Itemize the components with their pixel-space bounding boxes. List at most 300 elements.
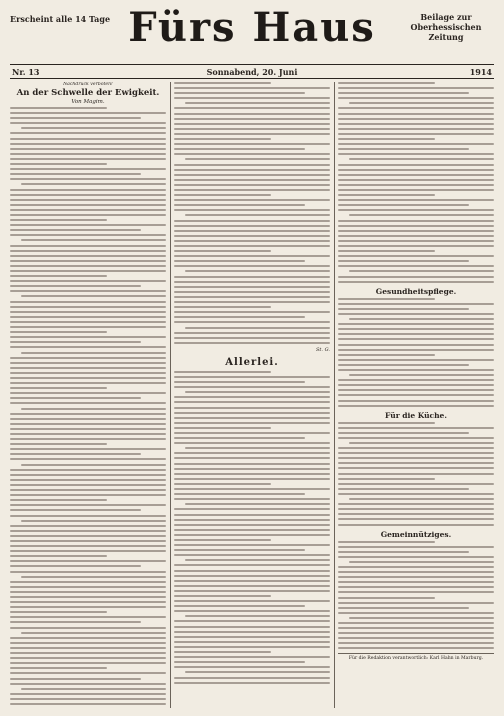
- text-line: [185, 102, 330, 104]
- text-line: [338, 87, 494, 89]
- text-line: [338, 586, 494, 588]
- text-line: [338, 169, 494, 171]
- text-line: [338, 359, 494, 361]
- text-line: [10, 326, 166, 328]
- text-line: [174, 153, 330, 155]
- text-line: [21, 239, 166, 241]
- text-line: [174, 371, 271, 373]
- text-line: [338, 607, 469, 609]
- text-line: [185, 327, 330, 329]
- text-line: [10, 515, 166, 517]
- text-line: [10, 265, 166, 267]
- text-line: [174, 595, 271, 597]
- text-line: [174, 174, 330, 176]
- text-line: [10, 611, 107, 613]
- text-line: [174, 255, 330, 257]
- text-line: [174, 605, 305, 607]
- text-line: [174, 169, 330, 171]
- text-line: [10, 469, 166, 471]
- text-line: [10, 652, 166, 654]
- text-line: [338, 591, 494, 593]
- text-line: [338, 298, 435, 300]
- text-line: [10, 621, 141, 623]
- text-line: [338, 199, 494, 201]
- text-line: [10, 499, 107, 501]
- text-line: [338, 462, 494, 464]
- text-line: [10, 245, 166, 247]
- text-line: [10, 387, 107, 389]
- text-line: [10, 331, 107, 333]
- text-line: [10, 698, 166, 700]
- text-line: [10, 662, 166, 664]
- text-line: [174, 646, 330, 648]
- text-line: [338, 551, 469, 553]
- text-line: [338, 328, 494, 330]
- text-line: [10, 219, 107, 221]
- text-line: [174, 281, 330, 283]
- supplement-line-1: Beilage zur: [420, 12, 472, 22]
- text-line: [10, 163, 107, 165]
- text-line: [10, 657, 166, 659]
- text-line: [174, 82, 271, 84]
- text-line: [10, 280, 166, 282]
- text-line: [338, 508, 494, 510]
- section-heading-health: Gesundheitspflege.: [375, 286, 457, 296]
- text-line: [174, 437, 305, 439]
- text-line: [338, 405, 494, 407]
- text-line: [174, 118, 330, 120]
- text-line: [174, 529, 330, 531]
- text-line: [338, 541, 435, 543]
- text-line: [10, 672, 166, 674]
- story-continuation: [174, 82, 330, 344]
- text-line: [185, 671, 330, 673]
- text-line: [21, 127, 166, 129]
- text-line: [174, 519, 330, 521]
- text-line: [174, 498, 330, 500]
- text-line: [10, 596, 166, 598]
- text-line: [10, 489, 166, 491]
- column-divider: [170, 82, 171, 708]
- text-line: [10, 433, 166, 435]
- text-line: [185, 391, 330, 393]
- text-line: [338, 513, 494, 515]
- text-line: [10, 117, 141, 119]
- text-line: [338, 612, 494, 614]
- text-line: [10, 647, 166, 649]
- text-line: [338, 97, 494, 99]
- text-line: [174, 209, 330, 211]
- text-line: [338, 364, 469, 366]
- text-line: [338, 164, 494, 166]
- text-line: [174, 301, 330, 303]
- text-line: [338, 467, 494, 469]
- text-line: [174, 381, 305, 383]
- text-line: [10, 377, 166, 379]
- text-line: [10, 453, 141, 455]
- text-line: [174, 276, 330, 278]
- text-line: [174, 452, 330, 454]
- text-line: [174, 220, 330, 222]
- text-line: [174, 442, 330, 444]
- text-line: [174, 143, 330, 145]
- text-line: [174, 570, 330, 572]
- text-line: [10, 571, 166, 573]
- text-line: [10, 550, 166, 552]
- text-line: [338, 524, 494, 526]
- text-line: [174, 524, 330, 526]
- text-line: [174, 311, 330, 313]
- text-line: [10, 438, 166, 440]
- text-line: [174, 590, 330, 592]
- text-line: [174, 508, 330, 510]
- text-line: [10, 555, 107, 557]
- column-1: [10, 82, 166, 708]
- text-line: [10, 321, 166, 323]
- text-line: [338, 518, 494, 520]
- text-line: [338, 354, 435, 356]
- text-line: [10, 224, 166, 226]
- editor-footer: Für die Redaktion verantwortlich: Karl Hahn in Marburg.: [338, 653, 494, 661]
- text-line: [174, 291, 330, 293]
- text-line: [10, 204, 166, 206]
- text-line: [338, 179, 494, 181]
- text-line: [10, 479, 166, 481]
- text-line: [338, 82, 435, 84]
- text-line: [349, 561, 494, 563]
- text-line: [338, 245, 494, 247]
- text-line: [338, 437, 494, 439]
- text-line: [10, 693, 166, 695]
- text-line: [174, 457, 330, 459]
- text-line: [338, 483, 494, 485]
- text-line: [338, 394, 494, 396]
- text-line: [174, 478, 330, 480]
- text-line: [349, 498, 494, 500]
- text-line: [10, 565, 141, 567]
- text-line: [10, 392, 166, 394]
- text-line: [174, 432, 330, 434]
- text-line: [10, 402, 166, 404]
- text-line: [349, 158, 494, 160]
- text-line: [338, 488, 469, 490]
- text-line: [10, 178, 166, 180]
- text-line: [10, 290, 166, 292]
- text-line: [174, 107, 330, 109]
- text-line: [338, 473, 494, 475]
- text-line: [10, 158, 166, 160]
- text-line: [10, 560, 166, 562]
- text-line: [338, 602, 494, 604]
- text-line: [174, 620, 330, 622]
- text-line: [10, 214, 166, 216]
- text-line: [338, 230, 494, 232]
- text-line: [338, 338, 494, 340]
- text-line: [10, 616, 166, 618]
- text-line: [10, 301, 166, 303]
- text-line: [10, 397, 141, 399]
- publication-frequency: Erscheint alle 14 Tage: [10, 14, 111, 24]
- text-line: [174, 666, 330, 668]
- text-line: [174, 514, 330, 516]
- text-line: [174, 240, 330, 242]
- text-line: [174, 386, 330, 388]
- text-line: [10, 107, 107, 109]
- text-line: [10, 586, 166, 588]
- text-line: [174, 580, 330, 582]
- text-line: [174, 316, 305, 318]
- text-line: [10, 209, 166, 211]
- health-section-body: [338, 298, 494, 407]
- text-line: [174, 407, 330, 409]
- text-line: [174, 123, 330, 125]
- text-line: [174, 631, 330, 633]
- text-line: [10, 525, 166, 527]
- text-line: [338, 642, 494, 644]
- text-line: [338, 478, 435, 480]
- text-line: [338, 174, 494, 176]
- text-line: [174, 87, 330, 89]
- kitchen-section-body: [338, 422, 494, 526]
- text-line: [174, 250, 271, 252]
- text-line: [174, 245, 330, 247]
- text-line: [10, 260, 166, 262]
- text-line: [338, 400, 494, 402]
- text-line: [174, 534, 330, 536]
- text-line: [338, 107, 494, 109]
- text-line: [338, 369, 494, 371]
- text-line: [10, 357, 166, 359]
- publication-title: Fürs Haus: [128, 4, 376, 51]
- text-line: [174, 286, 330, 288]
- text-line: [174, 401, 330, 403]
- text-line: [10, 122, 166, 124]
- text-line: [338, 323, 494, 325]
- text-line: [10, 504, 166, 506]
- text-line: [174, 204, 305, 206]
- text-line: [338, 92, 469, 94]
- text-line: [174, 199, 330, 201]
- text-line: [174, 235, 330, 237]
- text-line: [338, 143, 494, 145]
- text-line: [338, 622, 494, 624]
- text-line: [174, 427, 271, 429]
- text-line: [10, 540, 166, 542]
- text-line: [21, 464, 166, 466]
- text-line: [21, 688, 166, 690]
- text-line: [174, 636, 330, 638]
- text-line: [10, 413, 166, 415]
- text-line: [338, 452, 494, 454]
- text-line: [185, 503, 330, 505]
- text-line: [10, 138, 166, 140]
- issue-year: 1914: [469, 67, 492, 77]
- text-line: [174, 539, 271, 541]
- text-line: [185, 270, 330, 272]
- text-line: [174, 468, 330, 470]
- text-line: [338, 581, 494, 583]
- text-line: [10, 530, 166, 532]
- text-line: [174, 164, 330, 166]
- text-line: [338, 493, 494, 495]
- text-line: [174, 473, 330, 475]
- text-line: [185, 158, 330, 160]
- text-line: [174, 463, 330, 465]
- text-line: [10, 458, 166, 460]
- text-line: [10, 637, 166, 639]
- text-line: [338, 647, 494, 649]
- text-line: [174, 342, 330, 344]
- text-line: [10, 234, 166, 236]
- text-line: [10, 143, 166, 145]
- text-line: [174, 488, 330, 490]
- text-line: [10, 362, 166, 364]
- text-line: [349, 270, 494, 272]
- article-columns: [10, 82, 494, 708]
- text-line: [10, 535, 166, 537]
- text-line: [174, 656, 330, 658]
- text-line: [10, 316, 166, 318]
- text-line: [174, 332, 330, 334]
- text-line: [338, 255, 494, 257]
- text-line: [10, 418, 166, 420]
- text-line: [174, 321, 330, 323]
- continued-text: [338, 82, 494, 283]
- text-line: [10, 194, 166, 196]
- text-line: [10, 484, 166, 486]
- text-line: [10, 581, 166, 583]
- text-line: [349, 102, 494, 104]
- text-line: [21, 408, 166, 410]
- text-line: [10, 382, 166, 384]
- text-line: [174, 600, 330, 602]
- story-body: [10, 107, 166, 705]
- text-line: [10, 153, 166, 155]
- text-line: [174, 610, 330, 612]
- text-line: [349, 442, 494, 444]
- text-line: [10, 591, 166, 593]
- text-line: [349, 214, 494, 216]
- text-line: [338, 637, 494, 639]
- text-line: [10, 168, 166, 170]
- text-line: [174, 97, 330, 99]
- text-line: [174, 641, 330, 643]
- text-line: [174, 493, 305, 495]
- text-line: [338, 184, 494, 186]
- text-line: [10, 367, 166, 369]
- text-line: [10, 336, 166, 338]
- text-line: [338, 281, 494, 283]
- text-line: [10, 601, 166, 603]
- text-line: [10, 346, 166, 348]
- text-line: [174, 417, 330, 419]
- reprint-note: Nachdruck verboten!: [63, 82, 113, 87]
- text-line: [174, 544, 330, 546]
- text-line: [185, 559, 330, 561]
- text-line: [21, 295, 166, 297]
- text-line: [10, 703, 166, 705]
- text-line: [174, 585, 330, 587]
- text-line: [174, 661, 305, 663]
- text-line: [21, 183, 166, 185]
- text-line: [174, 133, 330, 135]
- text-line: [338, 503, 494, 505]
- text-line: [349, 374, 494, 376]
- text-line: [10, 132, 166, 134]
- text-line: [174, 651, 271, 653]
- supplement-note: [398, 12, 494, 42]
- text-line: [10, 683, 166, 685]
- text-line: [338, 457, 494, 459]
- issue-bar: [10, 64, 494, 79]
- text-line: [338, 123, 494, 125]
- text-line: [338, 260, 469, 262]
- text-line: [174, 682, 330, 684]
- section-heading-kitchen: Für die Küche.: [385, 410, 447, 420]
- text-line: [10, 678, 141, 680]
- text-line: [174, 422, 330, 424]
- issue-number: Nr. 13: [12, 67, 40, 77]
- text-line: [10, 285, 141, 287]
- text-line: [10, 270, 166, 272]
- text-line: [174, 337, 330, 339]
- text-line: [338, 118, 494, 120]
- story-byline: Von Magim.: [71, 99, 105, 105]
- text-line: [10, 199, 166, 201]
- text-line: [174, 260, 305, 262]
- text-line: [338, 220, 494, 222]
- text-line: [21, 576, 166, 578]
- text-line: [338, 546, 494, 548]
- text-line: [10, 494, 166, 496]
- text-line: [10, 606, 166, 608]
- column-divider: [334, 82, 335, 708]
- text-line: [338, 349, 494, 351]
- text-line: [338, 189, 494, 191]
- text-line: [338, 597, 435, 599]
- text-line: [10, 423, 166, 425]
- text-line: [174, 376, 330, 378]
- text-line: [174, 189, 330, 191]
- text-line: [338, 632, 494, 634]
- text-line: [338, 303, 494, 305]
- text-line: [338, 133, 494, 135]
- text-line: [338, 627, 494, 629]
- text-line: [338, 432, 469, 434]
- text-line: [10, 443, 107, 445]
- text-line: [338, 427, 494, 429]
- text-line: [185, 214, 330, 216]
- masthead: [10, 6, 494, 64]
- text-line: [174, 128, 330, 130]
- text-line: [10, 545, 166, 547]
- text-line: [338, 313, 494, 315]
- text-line: [338, 138, 435, 140]
- text-line: [185, 615, 330, 617]
- text-line: [10, 275, 107, 277]
- text-line: [338, 276, 494, 278]
- text-line: [174, 148, 305, 150]
- text-line: [174, 677, 330, 679]
- text-line: [174, 194, 271, 196]
- text-line: [338, 384, 494, 386]
- text-line: [10, 311, 166, 313]
- text-line: [174, 564, 330, 566]
- text-line: [338, 240, 494, 242]
- text-line: [338, 148, 469, 150]
- text-line: [10, 341, 141, 343]
- text-line: [21, 520, 166, 522]
